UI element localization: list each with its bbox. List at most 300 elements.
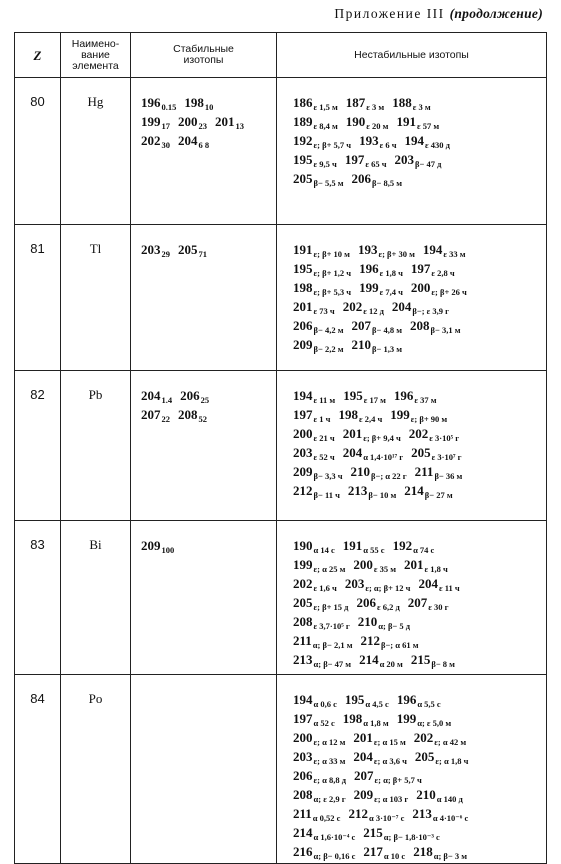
unstable-isotope bbox=[293, 806, 340, 821]
table-header-row bbox=[15, 33, 547, 78]
unstable-isotope bbox=[293, 152, 337, 167]
mass-number: 202 bbox=[342, 299, 363, 314]
unstable-isotope-line bbox=[293, 94, 545, 113]
mass-number: 201 bbox=[293, 299, 313, 314]
decay-info: α 1,8 м bbox=[363, 718, 389, 728]
header-subtitle: (продолжение) bbox=[449, 6, 543, 21]
unstable-isotope bbox=[293, 730, 345, 745]
unstable-isotope bbox=[345, 576, 411, 591]
decay-info: α 4,5 с bbox=[365, 699, 389, 709]
decay-info: β−; α 22 г bbox=[371, 471, 407, 481]
decay-info: β− 4,8 м bbox=[372, 325, 402, 335]
stable-isotope-line bbox=[141, 132, 275, 151]
abundance: 23 bbox=[198, 121, 207, 131]
mass-number: 215 bbox=[363, 825, 383, 840]
decay-info: ε 7,4 ч bbox=[379, 287, 403, 297]
mass-number: 204 bbox=[141, 388, 161, 403]
unstable-isotope bbox=[293, 261, 351, 276]
mass-number: 200 bbox=[410, 280, 431, 295]
mass-number: 190 bbox=[293, 538, 313, 553]
unstable-isotope-line bbox=[293, 651, 545, 670]
mass-number: 194 bbox=[422, 242, 443, 257]
decay-info: β− 4,2 м bbox=[313, 325, 344, 335]
decay-info: α 74 с bbox=[413, 545, 435, 555]
decay-info: ε 1,6 ч bbox=[313, 583, 337, 593]
mass-number: 187 bbox=[345, 95, 366, 110]
unstable-isotope-line bbox=[293, 729, 545, 748]
decay-info: β− 8 м bbox=[431, 659, 455, 669]
unstable-isotope-line bbox=[293, 632, 545, 651]
unstable-isotope-line bbox=[293, 298, 545, 317]
mass-number: 199 bbox=[390, 407, 410, 422]
decay-info: β−; ε 3,9 г bbox=[412, 306, 450, 316]
decay-info: α 52 с bbox=[313, 718, 335, 728]
decay-info: α 0,52 с bbox=[312, 813, 341, 823]
decay-info: α; β− 47 м bbox=[313, 659, 352, 669]
table-body bbox=[15, 78, 547, 864]
stable-isotope bbox=[141, 388, 172, 403]
decay-info: ε 1,5 м bbox=[313, 102, 338, 112]
unstable-isotope bbox=[293, 337, 344, 352]
unstable-isotopes-cell bbox=[277, 225, 547, 371]
unstable-isotope bbox=[359, 261, 403, 276]
mass-number: 200 bbox=[178, 114, 198, 129]
unstable-isotope bbox=[293, 407, 330, 422]
decay-info: ε 1,8 ч bbox=[424, 564, 448, 574]
mass-number: 193 bbox=[357, 242, 378, 257]
stable-isotope bbox=[184, 95, 213, 110]
decay-info: α 55 с bbox=[363, 545, 385, 555]
decay-info: ε 2,4 ч bbox=[358, 414, 383, 424]
decay-info: β− 5,5 м bbox=[313, 178, 344, 188]
unstable-isotope bbox=[293, 318, 344, 333]
unstable-isotope bbox=[358, 242, 415, 257]
decay-info: ε 3·10⁷ г bbox=[431, 452, 462, 462]
atomic-number: 81 bbox=[15, 225, 61, 371]
mass-number: 197 bbox=[344, 152, 365, 167]
decay-info: ε; α 8,8 д bbox=[313, 775, 347, 785]
mass-number: 186 bbox=[293, 95, 313, 110]
stable-isotope bbox=[180, 388, 209, 403]
atomic-number: 80 bbox=[15, 78, 61, 225]
mass-number: 210 bbox=[357, 614, 378, 629]
column-header-name bbox=[61, 33, 131, 78]
mass-number: 210 bbox=[416, 787, 436, 802]
element-symbol: Po bbox=[61, 675, 131, 864]
unstable-isotope bbox=[360, 633, 418, 648]
mass-number: 192 bbox=[293, 133, 313, 148]
unstable-isotope bbox=[393, 538, 435, 553]
mass-number: 195 bbox=[293, 152, 313, 167]
abundance: 10 bbox=[204, 102, 214, 112]
mass-number: 209 bbox=[293, 464, 313, 479]
decay-info: α 5,5 с bbox=[417, 699, 441, 709]
mass-number: 195 bbox=[344, 692, 365, 707]
unstable-isotope-line bbox=[293, 444, 545, 463]
unstable-isotope bbox=[392, 95, 430, 110]
decay-info: ε 12 д bbox=[363, 306, 384, 316]
stable-isotope bbox=[178, 407, 207, 422]
mass-number: 212 bbox=[293, 483, 313, 498]
unstable-isotope-line bbox=[293, 805, 545, 824]
decay-info: α 20 м bbox=[379, 659, 403, 669]
decay-info: α 10 с bbox=[383, 851, 406, 861]
decay-info: ε 6 ч bbox=[379, 140, 397, 150]
unstable-isotope bbox=[345, 152, 387, 167]
unstable-isotope bbox=[293, 464, 343, 479]
mass-number: 189 bbox=[293, 114, 313, 129]
isotope-table bbox=[14, 32, 547, 864]
mass-number: 212 bbox=[360, 633, 380, 648]
decay-info: ε; β+ 15 д bbox=[313, 602, 349, 612]
unstable-isotopes-cell bbox=[277, 371, 547, 521]
mass-number: 199 bbox=[359, 280, 379, 295]
element-symbol: Tl bbox=[61, 225, 131, 371]
decay-info: ε 11 м bbox=[313, 395, 336, 405]
table-row bbox=[15, 371, 547, 521]
mass-number: 197 bbox=[293, 407, 313, 422]
unstable-isotope bbox=[293, 633, 352, 648]
mass-number: 213 bbox=[347, 483, 368, 498]
unstable-isotope-line bbox=[293, 241, 545, 260]
unstable-isotope bbox=[352, 337, 403, 352]
mass-number: 216 bbox=[293, 844, 313, 859]
unstable-isotope bbox=[293, 557, 345, 572]
mass-number: 194 bbox=[404, 133, 425, 148]
decay-info: ε 30 г bbox=[428, 602, 449, 612]
decay-info: ε; β+ 5,3 ч bbox=[313, 287, 352, 297]
mass-number: 188 bbox=[392, 95, 412, 110]
decay-info: ε 52 ч bbox=[313, 452, 335, 462]
stable-isotope bbox=[141, 242, 170, 257]
unstable-isotope bbox=[343, 299, 384, 314]
decay-info: ε 1,8 ч bbox=[379, 268, 403, 278]
unstable-isotope bbox=[293, 595, 348, 610]
unstable-isotope bbox=[343, 445, 403, 460]
unstable-isotope bbox=[415, 464, 463, 479]
unstable-isotope-line bbox=[293, 387, 545, 406]
stable-isotope-line bbox=[141, 94, 275, 113]
abundance: 22 bbox=[161, 414, 170, 424]
unstable-isotope bbox=[293, 114, 338, 129]
mass-number: 191 bbox=[293, 242, 313, 257]
unstable-isotope bbox=[356, 595, 399, 610]
mass-number: 196 bbox=[396, 692, 417, 707]
unstable-isotope bbox=[293, 844, 355, 859]
unstable-isotope bbox=[293, 299, 335, 314]
unstable-isotope-line bbox=[293, 406, 545, 425]
column-header-name-line: Наимено- bbox=[71, 37, 120, 50]
unstable-isotope-line bbox=[293, 463, 545, 482]
decay-info: α; β− 3 м bbox=[433, 851, 468, 861]
unstable-isotope bbox=[412, 806, 468, 821]
unstable-isotope-line bbox=[293, 482, 545, 501]
decay-info: ε; α 3,6 ч bbox=[373, 756, 407, 766]
page-header bbox=[334, 6, 543, 22]
abundance: 30 bbox=[161, 140, 170, 150]
unstable-isotope bbox=[394, 388, 437, 403]
unstable-isotope bbox=[418, 576, 459, 591]
unstable-isotope bbox=[345, 692, 389, 707]
unstable-isotope bbox=[354, 768, 422, 783]
decay-info: ε; α 15 м bbox=[373, 737, 406, 747]
mass-number: 204 bbox=[353, 749, 373, 764]
unstable-isotope bbox=[346, 114, 389, 129]
header-title: Приложение III bbox=[334, 6, 445, 21]
decay-info: α 4·10⁻⁶ с bbox=[432, 813, 469, 823]
decay-info: α; β− 0,16 с bbox=[313, 851, 356, 861]
mass-number: 202 bbox=[413, 730, 434, 745]
mass-number: 194 bbox=[293, 692, 313, 707]
mass-number: 207 bbox=[141, 407, 161, 422]
mass-number: 205 bbox=[293, 171, 313, 186]
decay-info: ε; α 12 м bbox=[313, 737, 346, 747]
stable-isotope bbox=[178, 114, 207, 129]
decay-info: β− 3,1 м bbox=[430, 325, 461, 335]
mass-number: 197 bbox=[293, 711, 313, 726]
decay-info: ε 2,8 ч bbox=[431, 268, 455, 278]
mass-number: 196 bbox=[359, 261, 379, 276]
mass-number: 201 bbox=[404, 557, 424, 572]
decay-info: ε; α 42 м bbox=[434, 737, 467, 747]
unstable-isotope bbox=[353, 730, 405, 745]
mass-number: 201 bbox=[342, 426, 363, 441]
unstable-isotope bbox=[411, 280, 467, 295]
mass-number: 201 bbox=[215, 114, 235, 129]
mass-number: 194 bbox=[293, 388, 313, 403]
unstable-isotope bbox=[414, 730, 466, 745]
unstable-isotope bbox=[359, 280, 403, 295]
mass-number: 199 bbox=[396, 711, 417, 726]
unstable-isotope bbox=[352, 318, 403, 333]
mass-number: 211 bbox=[293, 806, 312, 821]
unstable-isotope-line bbox=[293, 113, 545, 132]
stable-isotope-line bbox=[141, 537, 275, 556]
mass-number: 203 bbox=[141, 242, 161, 257]
unstable-isotope bbox=[343, 426, 401, 441]
column-header-z: Z bbox=[15, 33, 61, 78]
unstable-isotope-line bbox=[293, 556, 545, 575]
mass-number: 207 bbox=[351, 318, 371, 333]
decay-info: ε 33 м bbox=[443, 249, 466, 259]
unstable-isotope bbox=[293, 614, 350, 629]
mass-number: 217 bbox=[363, 844, 383, 859]
stable-isotope bbox=[141, 114, 170, 129]
unstable-isotope-line bbox=[293, 748, 545, 767]
unstable-isotope bbox=[293, 483, 340, 498]
decay-info: ε; α 1,8 ч bbox=[435, 756, 469, 766]
column-header-stable-line: Стабильные bbox=[173, 43, 234, 55]
unstable-isotope-line bbox=[293, 767, 545, 786]
unstable-isotopes-cell bbox=[277, 521, 547, 675]
unstable-isotope bbox=[415, 749, 469, 764]
unstable-isotope-line bbox=[293, 691, 545, 710]
mass-number: 204 bbox=[342, 445, 363, 460]
unstable-isotope bbox=[363, 844, 405, 859]
mass-number: 208 bbox=[178, 407, 198, 422]
unstable-isotope-line bbox=[293, 317, 545, 336]
unstable-isotope bbox=[293, 445, 335, 460]
unstable-isotope bbox=[293, 711, 335, 726]
unstable-isotope bbox=[293, 692, 337, 707]
mass-number: 196 bbox=[141, 95, 161, 110]
mass-number: 190 bbox=[345, 114, 366, 129]
unstable-isotope bbox=[423, 242, 466, 257]
unstable-isotopes-cell bbox=[277, 675, 547, 864]
decay-info: β− 36 м bbox=[434, 471, 463, 481]
stable-isotope bbox=[141, 95, 176, 110]
decay-info: α 140 д bbox=[436, 794, 463, 804]
unstable-isotope-line bbox=[293, 170, 545, 189]
atomic-number: 82 bbox=[15, 371, 61, 521]
decay-info: ε 73 ч bbox=[313, 306, 335, 316]
mass-number: 193 bbox=[359, 133, 379, 148]
table-row bbox=[15, 675, 547, 864]
stable-isotope bbox=[178, 133, 209, 148]
decay-info: α 1,4·10¹⁷ г bbox=[363, 452, 404, 462]
decay-info: α 14 с bbox=[313, 545, 335, 555]
abundance: 6 8 bbox=[198, 140, 210, 150]
mass-number: 206 bbox=[356, 595, 376, 610]
unstable-isotope bbox=[397, 711, 452, 726]
column-header-stable-line: изотопы bbox=[183, 54, 224, 66]
stable-isotope bbox=[141, 133, 170, 148]
decay-info: ε 8,4 м bbox=[313, 121, 338, 131]
atomic-number: 84 bbox=[15, 675, 61, 864]
unstable-isotope bbox=[348, 483, 396, 498]
mass-number: 204 bbox=[418, 576, 438, 591]
abundance: 0.15 bbox=[161, 102, 177, 112]
decay-info: ε 3,7·10⁵ г bbox=[313, 621, 350, 631]
decay-info: ε 57 м bbox=[416, 121, 440, 131]
stable-isotope bbox=[141, 407, 170, 422]
column-header-name-line: элемента bbox=[72, 59, 119, 72]
unstable-isotope bbox=[411, 652, 455, 667]
mass-number: 203 bbox=[344, 576, 365, 591]
unstable-isotope bbox=[410, 318, 461, 333]
unstable-isotope bbox=[358, 614, 410, 629]
decay-info: β− 10 м bbox=[368, 490, 397, 500]
column-header-unstable: Нестабильные изотопы bbox=[277, 33, 547, 78]
mass-number: 206 bbox=[293, 318, 313, 333]
unstable-isotope bbox=[293, 280, 351, 295]
decay-info: ε; β+ 1,2 ч bbox=[313, 268, 352, 278]
decay-info: ε 3·10⁵ г bbox=[429, 433, 460, 443]
column-header-name-line: вание bbox=[81, 48, 110, 61]
stable-isotope-line bbox=[141, 406, 275, 425]
unstable-isotope-line bbox=[293, 132, 545, 151]
mass-number: 191 bbox=[396, 114, 416, 129]
unstable-isotope bbox=[404, 483, 452, 498]
mass-number: 206 bbox=[293, 768, 313, 783]
decay-info: ε; β+ 30 м bbox=[378, 249, 415, 259]
decay-info: β− 11 ч bbox=[313, 490, 340, 500]
mass-number: 209 bbox=[141, 538, 161, 553]
decay-info: ε; β+ 26 ч bbox=[431, 287, 467, 297]
mass-number: 201 bbox=[353, 730, 373, 745]
mass-number: 208 bbox=[293, 614, 313, 629]
mass-number: 199 bbox=[141, 114, 161, 129]
stable-isotope-line bbox=[141, 241, 275, 260]
unstable-isotopes-cell bbox=[277, 78, 547, 225]
mass-number: 218 bbox=[413, 844, 433, 859]
decay-info: ε; β+ 9,4 ч bbox=[363, 433, 401, 443]
abundance: 52 bbox=[198, 414, 207, 424]
decay-info: ε 35 м bbox=[373, 564, 397, 574]
unstable-isotope bbox=[293, 768, 346, 783]
abundance: 25 bbox=[200, 395, 210, 405]
unstable-isotope bbox=[392, 299, 449, 314]
unstable-isotope bbox=[397, 692, 441, 707]
decay-info: ε; α; β+ 5,7 ч bbox=[374, 775, 422, 785]
unstable-isotope bbox=[411, 445, 461, 460]
mass-number: 196 bbox=[393, 388, 414, 403]
decay-info: β− 27 м bbox=[424, 490, 453, 500]
decay-info: β− 2,2 м bbox=[313, 344, 344, 354]
unstable-isotope bbox=[409, 426, 459, 441]
unstable-isotope-line bbox=[293, 425, 545, 444]
atomic-number: 83 bbox=[15, 521, 61, 675]
mass-number: 192 bbox=[392, 538, 413, 553]
unstable-isotope bbox=[293, 652, 351, 667]
decay-info: β− 47 д bbox=[415, 159, 442, 169]
decay-info: α 1,6·10⁻⁴ с bbox=[313, 832, 356, 842]
mass-number: 210 bbox=[351, 337, 371, 352]
mass-number: 195 bbox=[293, 261, 313, 276]
unstable-isotope bbox=[293, 576, 337, 591]
mass-number: 210 bbox=[350, 464, 370, 479]
table-row bbox=[15, 78, 547, 225]
mass-number: 200 bbox=[293, 426, 313, 441]
unstable-isotope-line bbox=[293, 843, 545, 862]
unstable-isotope bbox=[396, 114, 439, 129]
decay-info: ε; β+ 90 м bbox=[410, 414, 448, 424]
unstable-isotope bbox=[353, 749, 407, 764]
abundance: 1.4 bbox=[161, 395, 173, 405]
mass-number: 206 bbox=[180, 388, 200, 403]
mass-number: 197 bbox=[410, 261, 431, 276]
mass-number: 206 bbox=[351, 171, 371, 186]
mass-number: 198 bbox=[293, 280, 313, 295]
abundance: 100 bbox=[161, 545, 175, 555]
decay-info: ε 3 м bbox=[366, 102, 385, 112]
decay-info: α; β− 1,8·10⁻³ с bbox=[383, 832, 440, 842]
decay-info: α; β− 2,1 м bbox=[312, 640, 353, 650]
mass-number: 202 bbox=[408, 426, 429, 441]
mass-number: 213 bbox=[412, 806, 432, 821]
decay-info: ε 3 м bbox=[412, 102, 431, 112]
stable-isotopes-cell bbox=[131, 675, 277, 864]
decay-info: ε; α 25 м bbox=[313, 564, 346, 574]
mass-number: 204 bbox=[178, 133, 198, 148]
unstable-isotope bbox=[348, 806, 404, 821]
unstable-isotope bbox=[359, 133, 396, 148]
mass-number: 205 bbox=[411, 445, 431, 460]
mass-number: 203 bbox=[394, 152, 414, 167]
mass-number: 205 bbox=[293, 595, 313, 610]
unstable-isotope bbox=[411, 261, 455, 276]
decay-info: ε; β+ 10 м bbox=[313, 249, 350, 259]
abundance: 13 bbox=[235, 121, 244, 131]
decay-info: α 0,6 с bbox=[313, 699, 337, 709]
unstable-isotope bbox=[353, 557, 396, 572]
element-symbol: Pb bbox=[61, 371, 131, 521]
unstable-isotope bbox=[293, 133, 351, 148]
stable-isotope bbox=[178, 242, 207, 257]
unstable-isotope bbox=[405, 133, 450, 148]
mass-number: 203 bbox=[293, 749, 313, 764]
unstable-isotope-line bbox=[293, 260, 545, 279]
